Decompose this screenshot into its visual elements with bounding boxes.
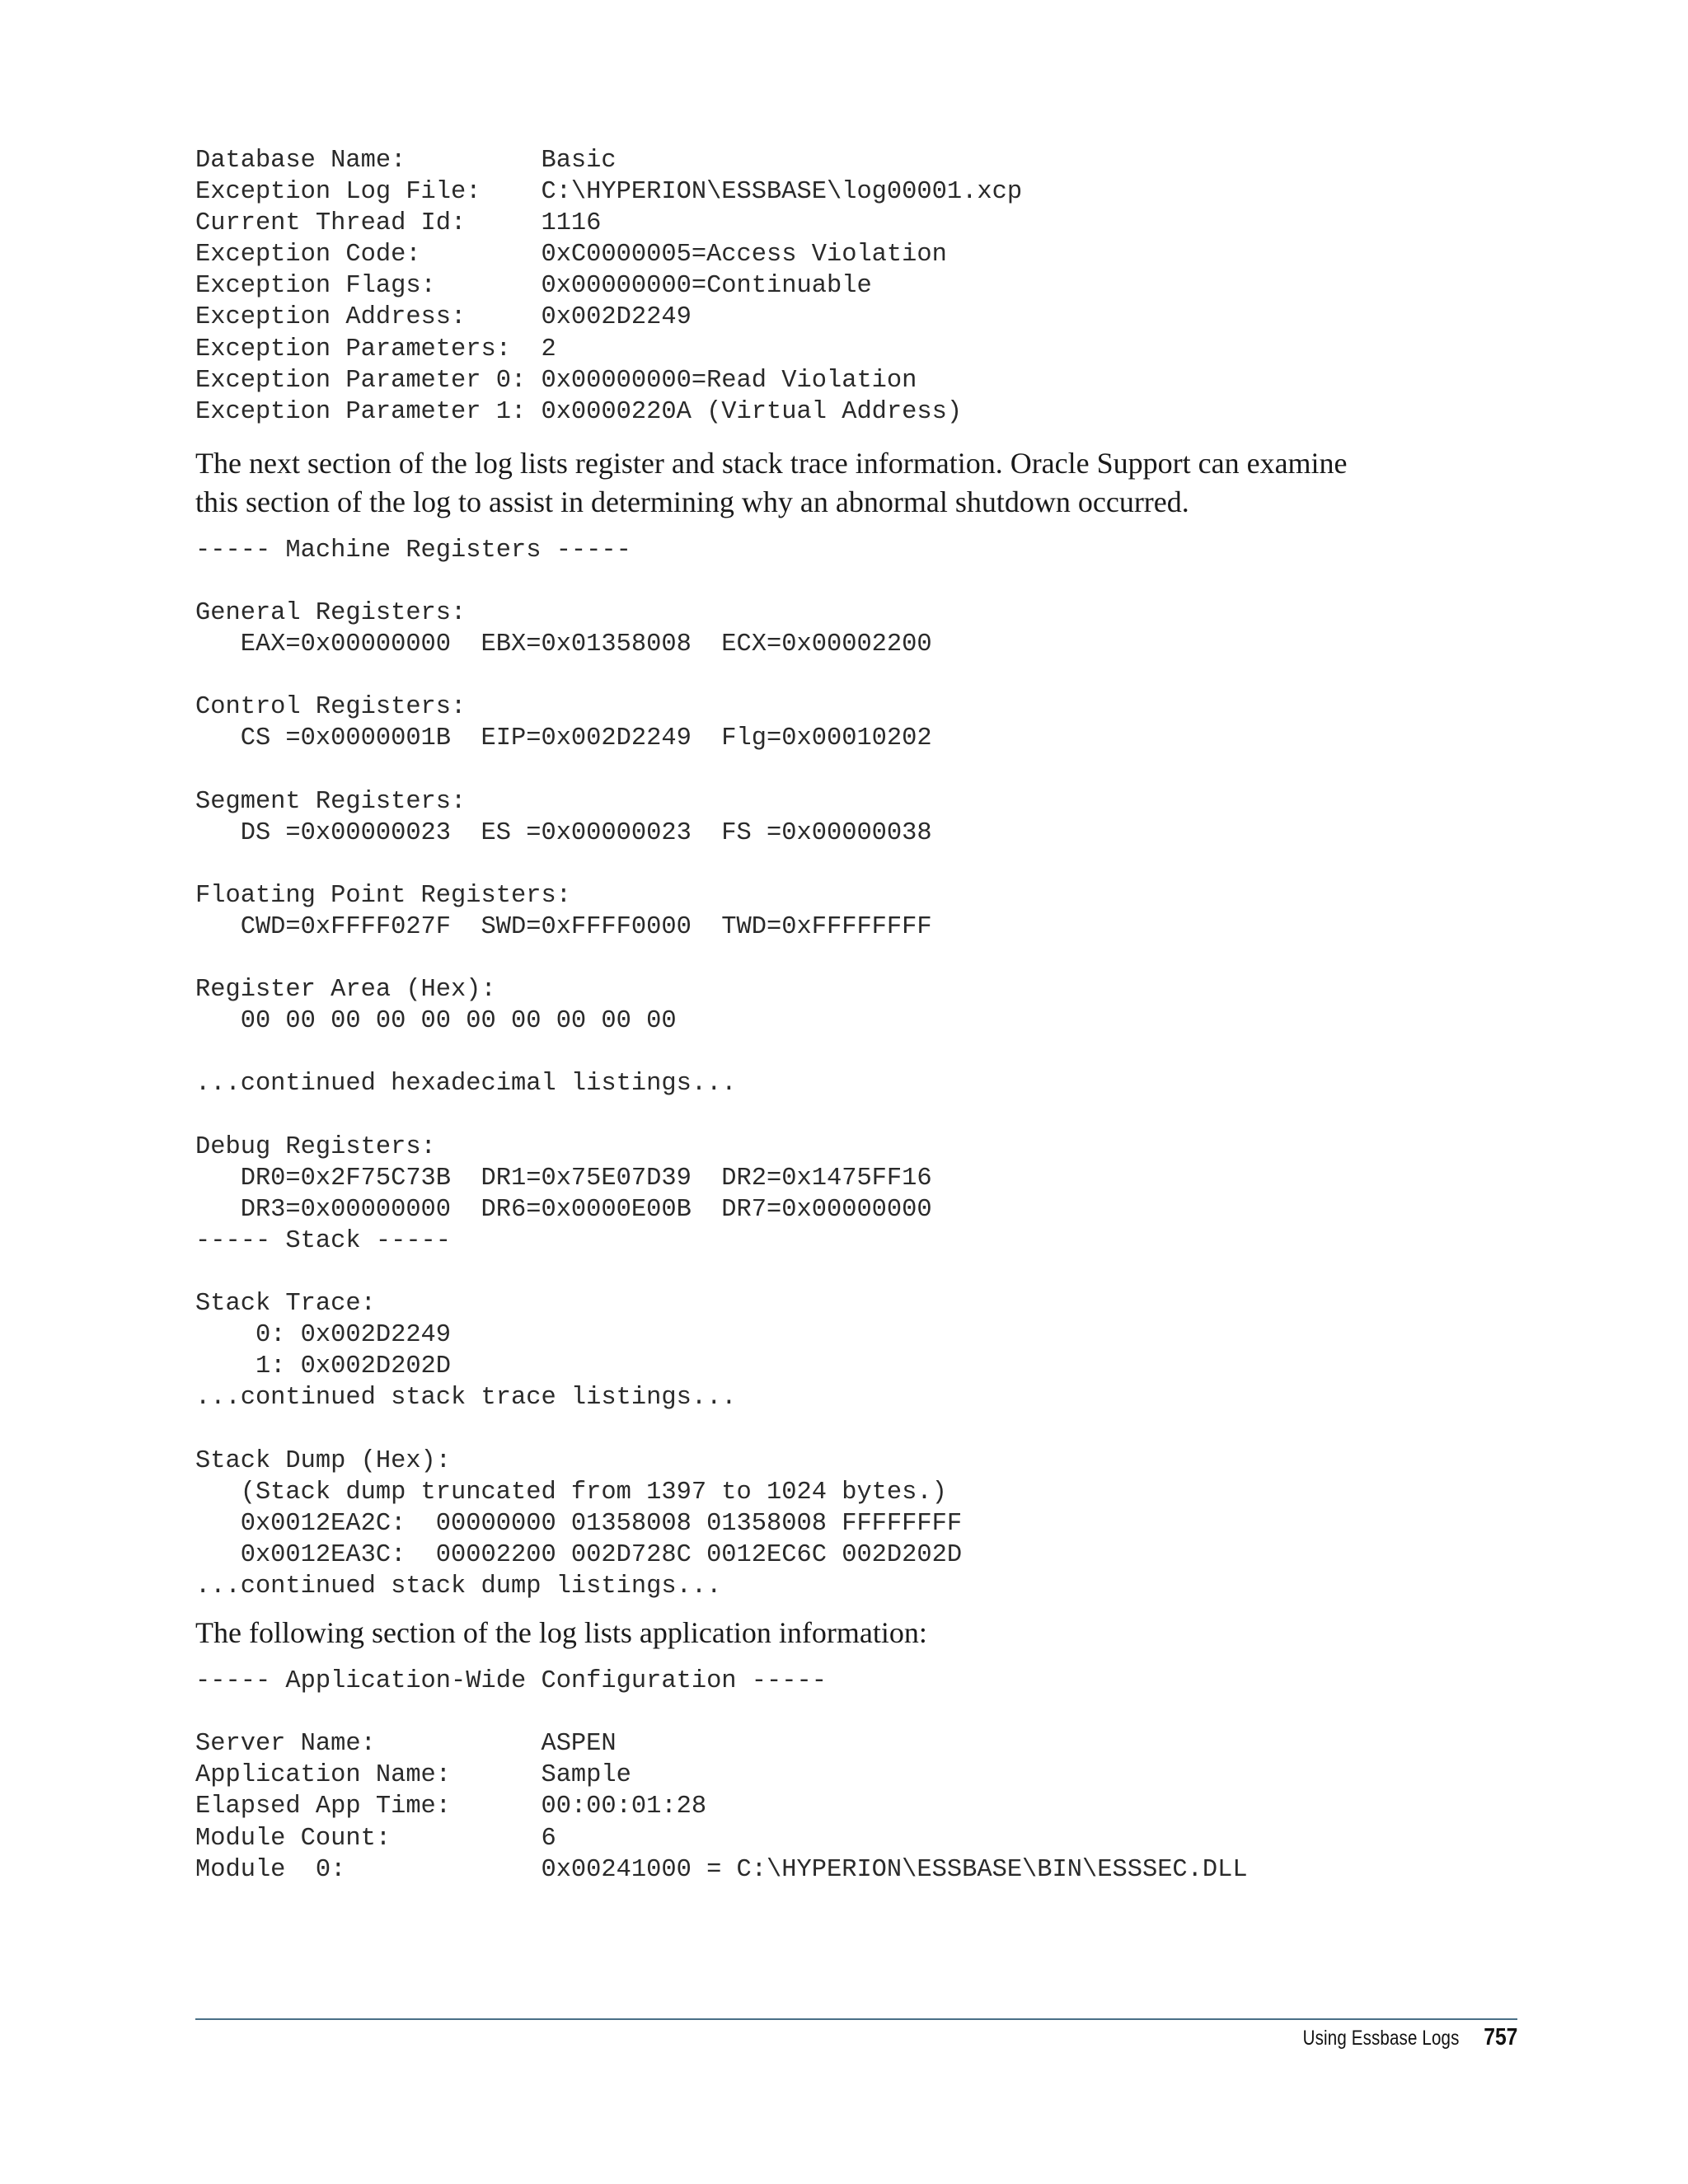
code-line: Control Registers: — [195, 693, 467, 722]
code-line: Exception Parameters: 2 — [195, 335, 556, 363]
document-page — [195, 145, 1514, 1886]
code-line: CWD=0xFFFF027F SWD=0xFFFF0000 TWD=0xFFFFFFFF — [195, 912, 932, 941]
code-line: Debug Registers: — [195, 1132, 436, 1161]
code-line: Exception Parameter 0: 0x00000000=Read Violation — [195, 366, 917, 395]
code-line — [195, 1257, 1514, 1288]
code-line: Current Thread Id: 1116 — [195, 209, 602, 238]
code-line: ----- Application-Wide Configuration ----- — [195, 1667, 827, 1696]
code-line: Module Count: 6 — [195, 1824, 556, 1853]
footer-rule — [195, 2018, 1517, 2020]
code-line: Exception Log File: C:\HYPERION\ESSBASE\log00001.xcp — [195, 178, 1023, 207]
code-line: DR0=0x2F75C73B DR1=0x75E07D39 DR2=0x1475FF16 — [195, 1164, 932, 1193]
code-line: Exception Address: 0x002D2249 — [195, 303, 692, 332]
code-line: 0: 0x002D2249 — [195, 1321, 452, 1350]
code-line: (Stack dump truncated from 1397 to 1024 bytes.) — [195, 1478, 947, 1507]
code-line: Exception Code: 0xC0000005=Access Violation — [195, 241, 947, 269]
code-line: 0x0012EA3C: 00002200 002D728C 0012EC6C 002D202D — [195, 1540, 963, 1569]
code-line — [195, 660, 1514, 691]
code-line — [195, 755, 1514, 786]
code-line: Server Name: ASPEN — [195, 1730, 617, 1759]
code-line: Stack Trace: — [195, 1290, 376, 1319]
code-line: CS =0x0000001B EIP=0x002D2249 Flg=0x00010202 — [195, 724, 932, 753]
application-config-block — [195, 1666, 1514, 1886]
footer-section-title: Using Essbase Logs — [1302, 2027, 1460, 2050]
code-line: General Registers: — [195, 599, 467, 628]
code-line: Database Name: Basic — [195, 147, 617, 175]
code-line: ...continued hexadecimal listings... — [195, 1070, 737, 1099]
code-line: Module 0: 0x00241000 = C:\HYPERION\ESSBASE\BIN\ESSSEC.DLL — [195, 1855, 1248, 1884]
page-footer — [1268, 2024, 1517, 2051]
code-line: 1: 0x002D202D — [195, 1352, 452, 1381]
code-line: Exception Flags: 0x00000000=Continuable — [195, 272, 872, 301]
code-line: 0x0012EA2C: 00000000 01358008 01358008 FFFFFFFF — [195, 1509, 963, 1538]
machine-registers-block — [195, 535, 1514, 1602]
code-line: Register Area (Hex): — [195, 976, 496, 1005]
code-line: ----- Machine Registers ----- — [195, 536, 631, 565]
code-line — [195, 1413, 1514, 1445]
code-line: Floating Point Registers: — [195, 881, 571, 910]
code-line — [195, 943, 1514, 974]
code-line: EAX=0x00000000 EBX=0x01358008 ECX=0x00002200 — [195, 630, 932, 659]
code-line: ...continued stack dump listings... — [195, 1572, 722, 1601]
application-section-intro: The following section of the log lists application information: — [195, 1616, 927, 1650]
code-line: DS =0x00000023 ES =0x00000023 FS =0x00000038 — [195, 818, 932, 847]
code-line: Exception Parameter 1: 0x0000220A (Virtual Address) — [195, 397, 963, 426]
code-line: Segment Registers: — [195, 787, 467, 816]
code-line — [195, 1100, 1514, 1132]
code-line: ...continued stack trace listings... — [195, 1384, 737, 1413]
code-line — [195, 1697, 1514, 1728]
code-line: DR3=0x00000000 DR6=0x0000E00B DR7=0x00000000 — [195, 1195, 932, 1224]
code-line: ----- Stack ----- — [195, 1226, 452, 1255]
register-section-intro: The next section of the log lists register and stack trace information. Oracle Support can examine this section of the log to assist in determining why an abnormal shutdown occurred. — [195, 446, 1348, 518]
page-number: 757 — [1483, 2024, 1517, 2050]
code-line — [195, 566, 1514, 598]
exception-info-block — [195, 145, 1514, 428]
code-line: Elapsed App Time: 00:00:01:28 — [195, 1793, 707, 1821]
code-line: Stack Dump (Hex): — [195, 1446, 452, 1475]
code-line: Application Name: Sample — [195, 1761, 631, 1790]
code-line — [195, 1037, 1514, 1068]
code-line: 00 00 00 00 00 00 00 00 00 00 — [195, 1007, 677, 1036]
code-line — [195, 849, 1514, 880]
